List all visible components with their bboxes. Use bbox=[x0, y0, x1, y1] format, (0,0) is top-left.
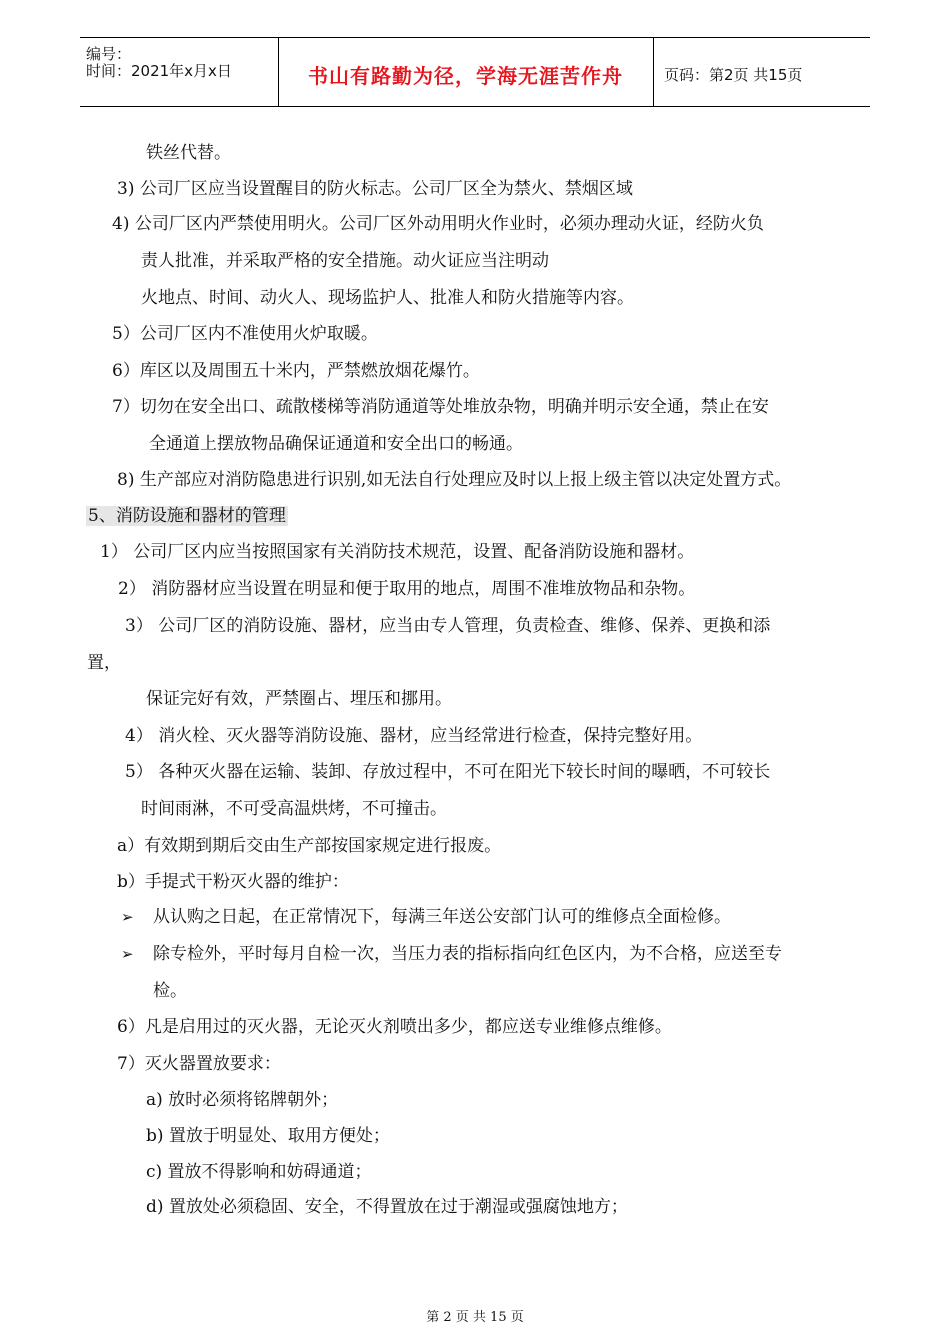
list-item: 除专检外，平时每月自检一次，当压力表的指标指向红色区内，为不合格，应送至专 bbox=[153, 944, 782, 964]
text-line: 全通道上摆放物品确保证通道和安全出口的畅通。 bbox=[149, 434, 523, 454]
list-item: c) 置放不得影响和妨碍通道； bbox=[146, 1162, 372, 1182]
list-item: 3） 公司厂区的消防设施、器材，应当由专人管理，负责检查、维修、保养、更换和添 bbox=[125, 616, 771, 636]
list-item: 2） 消防器材应当设置在明显和便于取用的地点，周围不准堆放物品和杂物。 bbox=[118, 579, 696, 599]
header-motto: 书山有路勤为径，学海无涯苦作舟 bbox=[308, 64, 623, 88]
list-item: 5）公司厂区内不准使用火炉取暖。 bbox=[112, 324, 378, 344]
list-item: d) 置放处必须稳固、安全，不得置放在过于潮湿或强腐蚀地方； bbox=[146, 1197, 628, 1217]
list-item: a）有效期到期后交由生产部按国家规定进行报废。 bbox=[117, 836, 502, 856]
section-heading bbox=[86, 505, 288, 527]
document-number-label: 编号： bbox=[86, 45, 132, 63]
header-page-label: 页码：第2页 共15页 bbox=[664, 66, 803, 84]
document-date-label: 时间：2021年x月x日 bbox=[86, 62, 232, 80]
list-item: 8) 生产部应对消防隐患进行识别,如无法自行处理应及时以上报上级主管以决定处置方式。 bbox=[117, 470, 792, 490]
list-item: 6）库区以及周围五十米内，严禁燃放烟花爆竹。 bbox=[112, 361, 480, 381]
list-item: 7）灭火器置放要求： bbox=[117, 1054, 281, 1074]
text-line: 保证完好有效，严禁圈占、埋压和挪用。 bbox=[146, 689, 452, 709]
list-item: 从认购之日起，在正常情况下，每满三年送公安部门认可的维修点全面检修。 bbox=[153, 907, 731, 927]
page-footer bbox=[0, 1306, 950, 1325]
text-line: 责人批准，并采取严格的安全措施。动火证应当注明动 bbox=[141, 251, 549, 271]
document-header bbox=[80, 37, 870, 107]
list-item: 5） 各种灭火器在运输、装卸、存放过程中，不可在阳光下较长时间的曝晒，不可较长 bbox=[125, 762, 771, 782]
list-item: 3) 公司厂区应当设置醒目的防火标志。公司厂区全为禁火、禁烟区域 bbox=[117, 179, 633, 199]
list-item: 4) 公司厂区内严禁使用明火。公司厂区外动用明火作业时，必须办理动火证，经防火负 bbox=[112, 214, 764, 234]
text-line: 置， bbox=[87, 653, 121, 673]
header-divider bbox=[653, 38, 654, 106]
text-line: 时间雨淋，不可受高温烘烤，不可撞击。 bbox=[141, 799, 447, 819]
list-item: b）手提式干粉灭火器的维护： bbox=[117, 872, 349, 892]
text-line: 火地点、时间、动火人、现场监护人、批准人和防火措施等内容。 bbox=[141, 288, 634, 308]
bullet-arrow-icon: ➢ bbox=[121, 908, 134, 926]
list-item: 7）切勿在安全出口、疏散楼梯等消防通道等处堆放杂物，明确并明示安全通，禁止在安 bbox=[112, 397, 769, 417]
bullet-arrow-icon: ➢ bbox=[121, 945, 134, 963]
list-item: 6）凡是启用过的灭火器，无论灭火剂喷出多少，都应送专业维修点维修。 bbox=[117, 1017, 672, 1037]
text-line: 铁丝代替。 bbox=[146, 143, 231, 163]
list-item: a) 放时必须将铭牌朝外； bbox=[146, 1090, 339, 1110]
footer-page-label: 第 2 页 共 15 页 bbox=[426, 1310, 524, 1325]
list-item: b) 置放于明显处、取用方便处； bbox=[146, 1126, 390, 1146]
list-item: 4） 消火栓、灭火器等消防设施、器材，应当经常进行检查，保持完整好用。 bbox=[125, 726, 703, 746]
text-line: 检。 bbox=[153, 981, 187, 1001]
section-heading-text: 5、消防设施和器材的管理 bbox=[88, 506, 286, 526]
list-item: 1） 公司厂区内应当按照国家有关消防技术规范，设置、配备消防设施和器材。 bbox=[100, 542, 695, 562]
